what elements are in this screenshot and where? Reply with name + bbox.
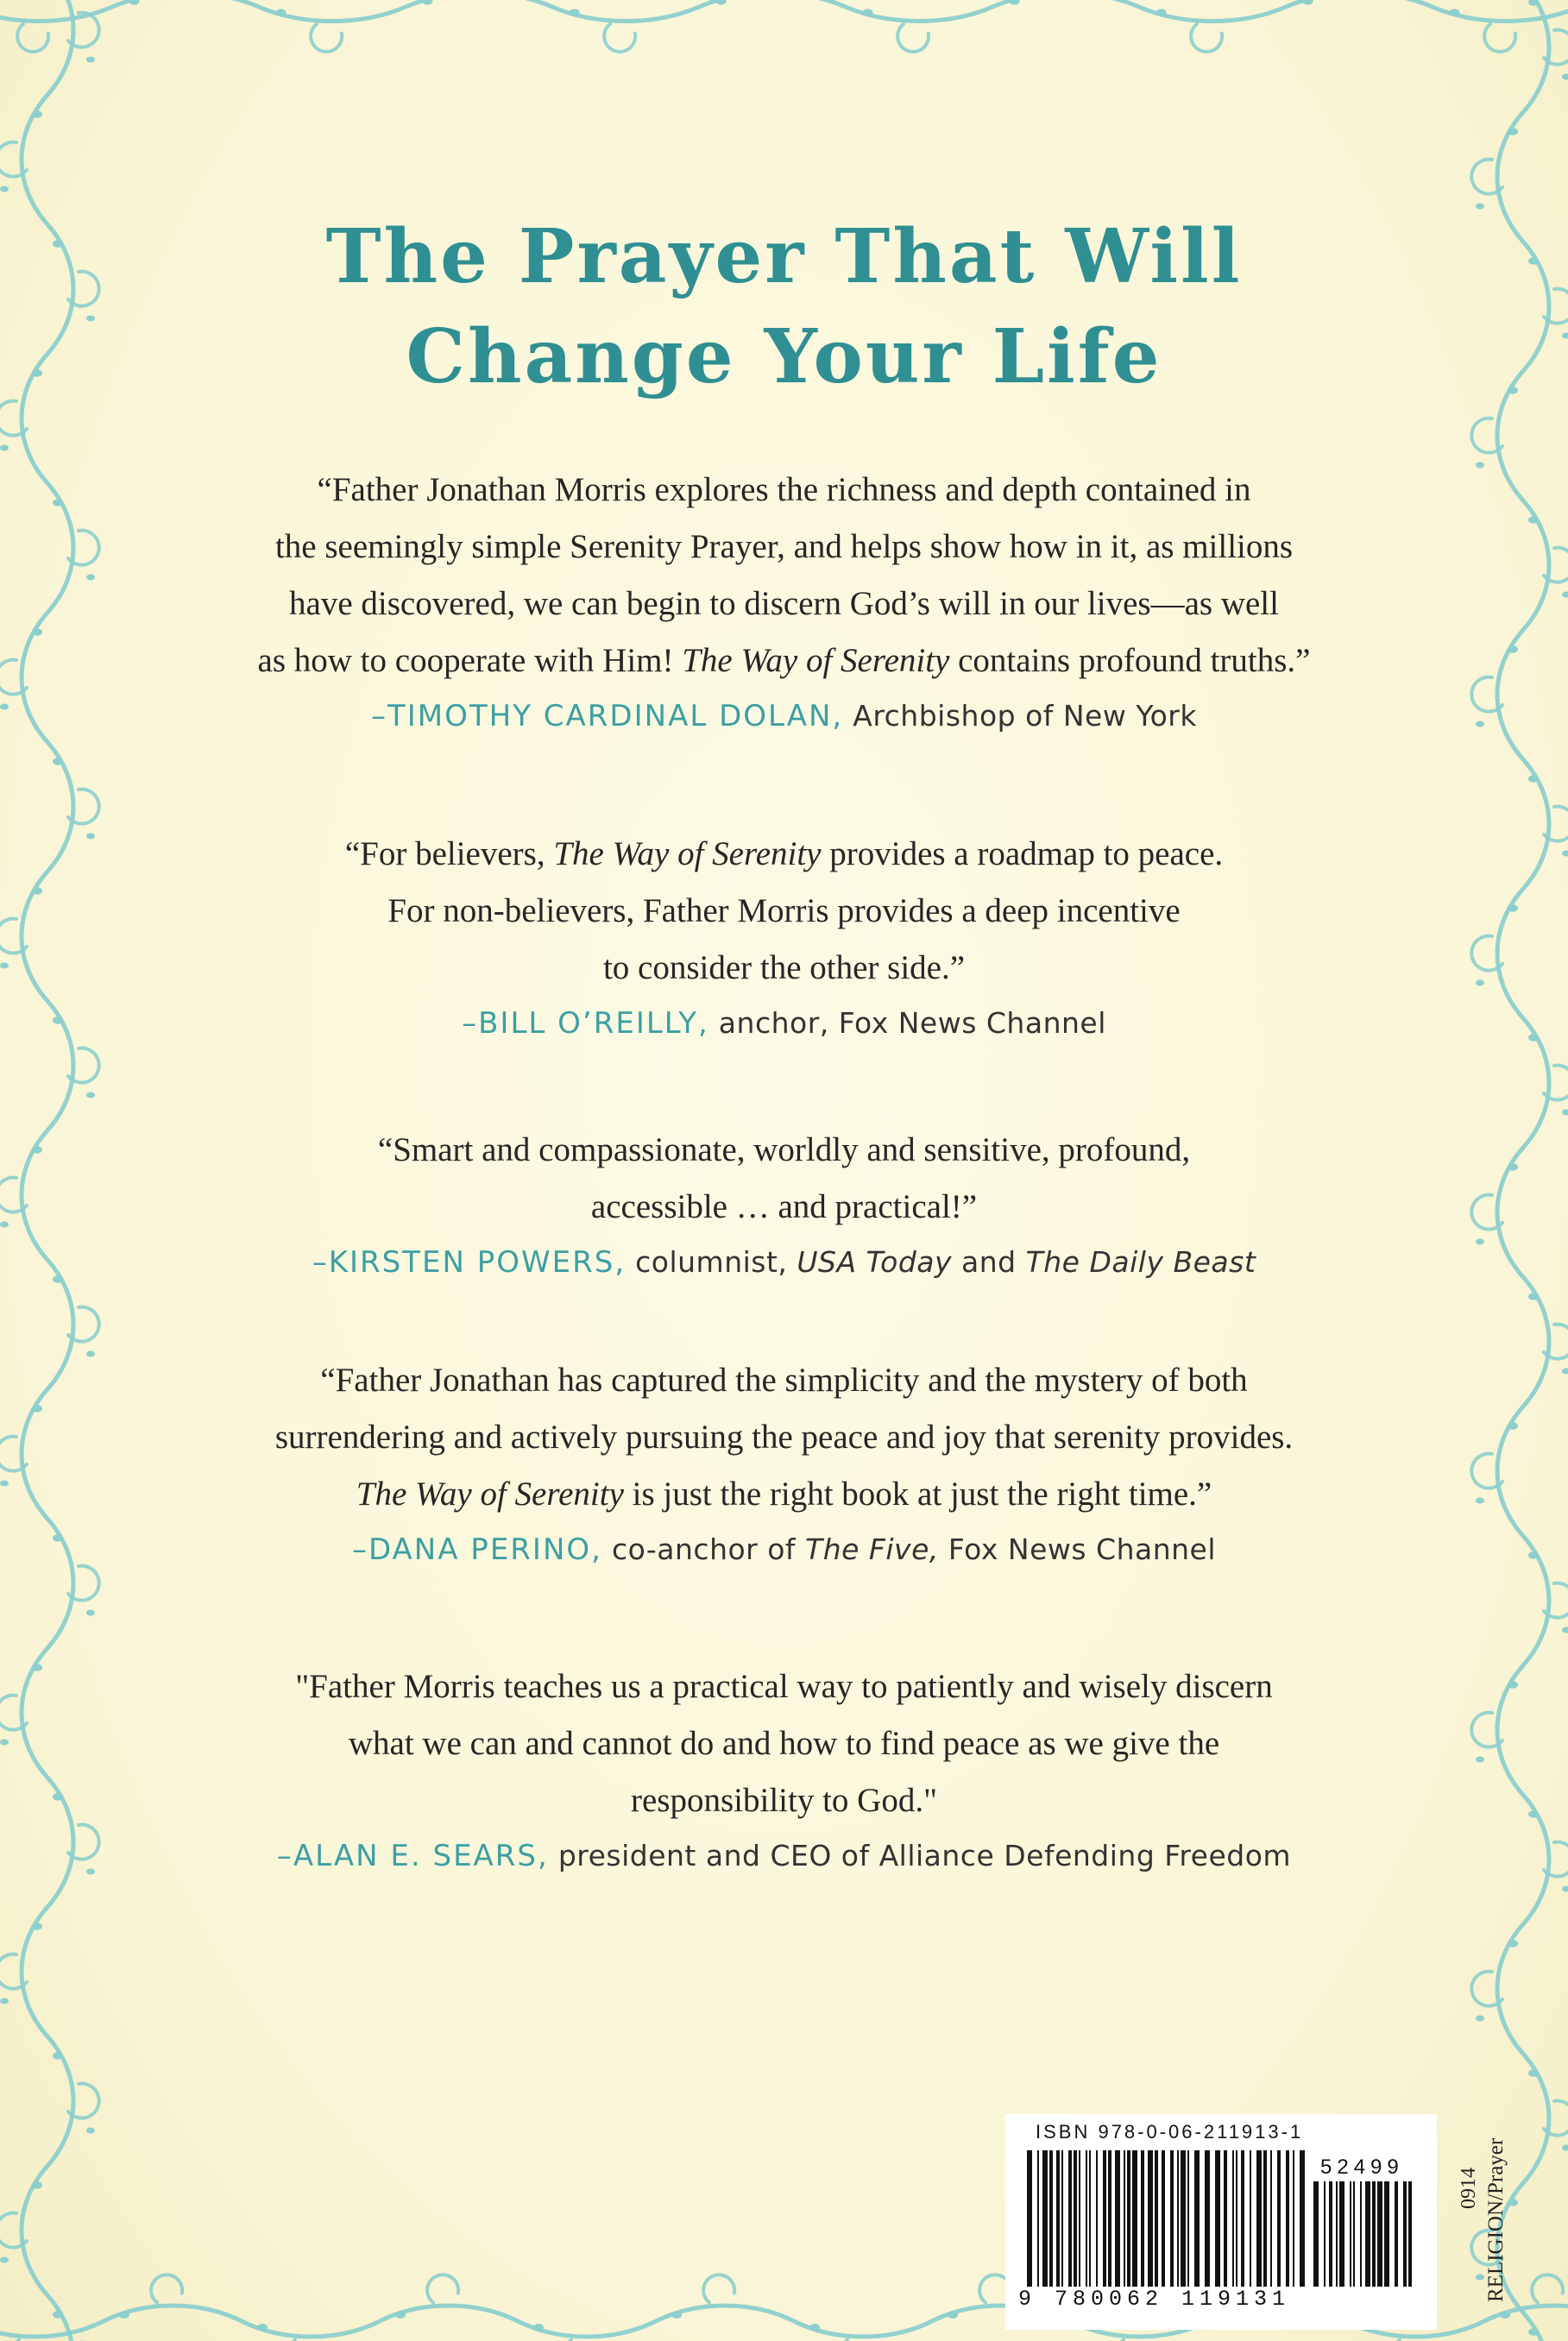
leaf-dot bbox=[1562, 1369, 1568, 1375]
text-run: co-anchor of bbox=[601, 1532, 806, 1566]
text-run: what we can and cannot do and how to find peace as we give the bbox=[348, 1725, 1220, 1762]
leaf-dot bbox=[86, 1610, 95, 1616]
leaf-dot bbox=[276, 9, 287, 16]
swirl-vine bbox=[1532, 2275, 1563, 2302]
quote-block-2 bbox=[173, 826, 1395, 1045]
leaf-dot bbox=[0, 1222, 9, 1228]
quote-attribution bbox=[173, 1528, 1395, 1571]
quote-block-5 bbox=[173, 1658, 1395, 1878]
barcode-bar bbox=[1068, 2150, 1072, 2287]
leaf-dot bbox=[0, 1998, 9, 2004]
leaf-dot bbox=[1156, 9, 1167, 16]
barcode-bar bbox=[1232, 2150, 1234, 2287]
leaf-dot bbox=[1476, 2275, 1484, 2281]
leaf-dot bbox=[0, 186, 9, 192]
leaf-dot bbox=[1528, 2328, 1539, 2335]
quote-line bbox=[173, 1466, 1395, 1523]
quote-block-4 bbox=[173, 1352, 1395, 1571]
price-code: 52499 bbox=[1320, 2155, 1404, 2179]
leaf-dot bbox=[1562, 851, 1568, 857]
leaf-dot bbox=[53, 1016, 63, 1023]
ean-barcode bbox=[1027, 2150, 1305, 2287]
attribution-name: –KIRSTEN POWERS, bbox=[312, 1245, 627, 1280]
barcode-bar bbox=[1224, 2150, 1227, 2287]
text-run: "Father Morris teaches us a practical way to patiently and wisely discern bbox=[295, 1668, 1273, 1705]
leaf-dot bbox=[32, 2181, 42, 2188]
italic-title: The Five, bbox=[805, 1532, 939, 1566]
barcode-bar bbox=[1103, 2150, 1106, 2287]
swirl-vine bbox=[17, 24, 48, 52]
attribution-name: –DANA PERINO, bbox=[351, 1532, 602, 1567]
italic-title: The Way of Serenity bbox=[682, 642, 950, 679]
text-run: responsibility to God." bbox=[631, 1782, 937, 1819]
swirl-vine bbox=[151, 2275, 182, 2302]
leaf-dot bbox=[1010, 0, 1020, 5]
leaf-dot bbox=[1508, 904, 1518, 911]
text-run: “Father Jonathan has captured the simplicity and the mystery of both bbox=[320, 1362, 1248, 1399]
barcode-bar bbox=[1408, 2181, 1412, 2287]
barcode-bar bbox=[1141, 2150, 1144, 2287]
leaf-dot bbox=[1450, 9, 1460, 16]
barcode-bar bbox=[1377, 2181, 1382, 2287]
barcode-bar bbox=[1313, 2181, 1319, 2287]
quote-line bbox=[173, 1352, 1395, 1409]
text-run: anchor, Fox News Channel bbox=[708, 1006, 1106, 1040]
leaf-dot bbox=[1476, 721, 1484, 727]
quote-line bbox=[173, 1658, 1395, 1715]
leaf-dot bbox=[395, 2312, 406, 2319]
side-code: 0914 bbox=[1458, 2168, 1480, 2209]
barcode-bar bbox=[1181, 2150, 1186, 2287]
barcode-bar bbox=[1162, 2150, 1165, 2287]
leaf-dot bbox=[423, 0, 433, 5]
leaf-dot bbox=[32, 1664, 42, 1671]
isbn-label: ISBN 978-0-06-211913-1 bbox=[1036, 2121, 1304, 2143]
text-run: have discovered, we can begin to discern God’s will in our lives—as well bbox=[289, 585, 1279, 622]
text-run: accessible … and practical!” bbox=[590, 1188, 978, 1225]
title-line-2: Change Your Life bbox=[406, 313, 1162, 400]
leaf-dot bbox=[1562, 592, 1568, 598]
barcode-bar bbox=[1300, 2150, 1305, 2287]
swirl-vine bbox=[703, 2275, 734, 2302]
leaf-dot bbox=[32, 628, 42, 635]
attribution-role bbox=[626, 1245, 1256, 1279]
italic-title: The Daily Beast bbox=[1025, 1245, 1256, 1279]
leaf-dot bbox=[1528, 775, 1539, 782]
barcode-bar bbox=[1096, 2150, 1098, 2287]
leaf-dot bbox=[32, 1923, 42, 1929]
leaf-dot bbox=[0, 704, 9, 710]
barcode-bar bbox=[1403, 2181, 1407, 2287]
text-run: provides a roadmap to peace. bbox=[821, 835, 1224, 872]
barcode-bar bbox=[1329, 2181, 1332, 2287]
leaf-dot bbox=[86, 57, 95, 63]
barcode-bar bbox=[1089, 2150, 1091, 2287]
barcode-bar bbox=[1108, 2150, 1111, 2287]
leaf-dot bbox=[1528, 1034, 1539, 1041]
swirl-vine bbox=[604, 24, 635, 52]
quote-line bbox=[173, 826, 1395, 883]
category-label: RELIGION/Prayer bbox=[1484, 2137, 1508, 2302]
title-line-1: The Prayer That Will bbox=[325, 213, 1243, 300]
leaf-dot bbox=[53, 1534, 63, 1541]
leaf-dot bbox=[1528, 1293, 1539, 1300]
leaf-dot bbox=[86, 834, 95, 840]
leaf-dot bbox=[86, 1869, 95, 1875]
barcode-bar bbox=[1061, 2150, 1063, 2287]
barcode-bar bbox=[1155, 2150, 1158, 2287]
text-run: “Smart and compassionate, worldly and sensitive, profound, bbox=[377, 1131, 1191, 1168]
leaf-dot bbox=[1476, 463, 1484, 469]
leaf-dot bbox=[1508, 2199, 1518, 2206]
barcode-bar bbox=[1236, 2150, 1237, 2287]
barcode-bar bbox=[1336, 2181, 1338, 2287]
text-run: surrendering and actively pursuing the peace and joy that serenity provides. bbox=[274, 1419, 1294, 1456]
barcode-bar bbox=[1339, 2181, 1344, 2287]
text-run: For non-believers, Father Morris provides a deep incentive bbox=[387, 892, 1181, 929]
barcode-bar bbox=[1353, 2181, 1355, 2287]
leaf-dot bbox=[1562, 1110, 1568, 1116]
leaf-dot bbox=[1508, 128, 1518, 135]
attribution-name: –ALAN E. SEARS, bbox=[276, 1839, 549, 1873]
text-run: to consider the other side.” bbox=[602, 949, 966, 986]
leaf-dot bbox=[53, 758, 63, 765]
leaf-dot bbox=[32, 110, 42, 117]
leaf-dot bbox=[119, 2312, 129, 2319]
leaf-dot bbox=[1508, 1940, 1518, 1947]
leaf-dot bbox=[0, 963, 9, 969]
leaf-dot bbox=[86, 2128, 95, 2134]
attribution-role bbox=[843, 699, 1197, 733]
ean-digits: 9 780062 119131 bbox=[1018, 2287, 1291, 2312]
quote-line bbox=[173, 940, 1395, 997]
barcode-bar bbox=[1365, 2181, 1370, 2287]
swirl-vine bbox=[0, 0, 1568, 22]
barcode-bar bbox=[1074, 2150, 1077, 2287]
italic-title: USA Today bbox=[797, 1245, 953, 1279]
leaf-dot bbox=[32, 1146, 42, 1153]
quote-line bbox=[173, 1409, 1395, 1466]
barcode-bar bbox=[1395, 2181, 1398, 2287]
leaf-dot bbox=[1528, 2069, 1539, 2076]
attribution-name: –TIMOTHY CARDINAL DOLAN, bbox=[371, 699, 844, 733]
barcode-bar bbox=[1187, 2150, 1189, 2287]
swirl-vine bbox=[427, 2275, 458, 2302]
leaf-dot bbox=[1508, 1422, 1518, 1429]
text-run: Archbishop of New York bbox=[843, 699, 1197, 733]
leaf-dot bbox=[53, 2052, 63, 2059]
leaf-dot bbox=[53, 2311, 63, 2318]
barcode-bar bbox=[1037, 2150, 1039, 2287]
text-run: “For believers, bbox=[344, 835, 554, 872]
leaf-dot bbox=[1528, 1551, 1539, 1558]
quote-line bbox=[173, 462, 1395, 519]
quote-block-3 bbox=[173, 1122, 1395, 1284]
swirl-vine bbox=[1191, 24, 1222, 52]
leaf-dot bbox=[53, 1275, 63, 1282]
quote-line bbox=[173, 576, 1395, 632]
leaf-dot bbox=[53, 1793, 63, 1800]
leaf-dot bbox=[1508, 1163, 1518, 1170]
quote-line bbox=[173, 519, 1395, 576]
cover-title bbox=[0, 207, 1568, 407]
leaf-dot bbox=[1562, 2145, 1568, 2151]
barcode-bar bbox=[1263, 2150, 1267, 2287]
swirl-vine bbox=[311, 24, 342, 52]
swirl-vine bbox=[1484, 24, 1515, 52]
leaf-dot bbox=[1508, 645, 1518, 652]
quote-line bbox=[173, 883, 1395, 940]
leaf-dot bbox=[86, 1092, 95, 1098]
barcode-bar bbox=[1194, 2150, 1200, 2287]
leaf-dot bbox=[86, 1351, 95, 1357]
attribution-role bbox=[602, 1532, 1216, 1566]
barcode-bar bbox=[1277, 2150, 1281, 2287]
swirl-vine bbox=[897, 24, 929, 52]
barcode-bar bbox=[1127, 2150, 1130, 2287]
barcode-bar bbox=[1372, 2181, 1376, 2287]
text-run: columnist, bbox=[626, 1245, 797, 1279]
barcode-bar bbox=[1350, 2181, 1351, 2287]
attribution-name: –BILL O’REILLY, bbox=[462, 1006, 709, 1041]
quote-block-1 bbox=[173, 462, 1395, 738]
barcode-bar bbox=[1132, 2150, 1137, 2287]
leaf-dot bbox=[1476, 1239, 1484, 1245]
barcode-bar bbox=[1360, 2181, 1362, 2287]
leaf-dot bbox=[0, 1481, 9, 1487]
barcode-bar bbox=[1256, 2150, 1262, 2287]
leaf-dot bbox=[863, 9, 873, 16]
quote-attribution bbox=[173, 1002, 1395, 1045]
leaf-dot bbox=[1562, 74, 1568, 80]
barcode-bar bbox=[1027, 2150, 1032, 2287]
leaf-dot bbox=[257, 2324, 268, 2331]
leaf-dot bbox=[32, 887, 42, 894]
leaf-dot bbox=[1303, 0, 1313, 5]
barcode-bar bbox=[1086, 2150, 1087, 2287]
text-run: as how to cooperate with Him! bbox=[257, 642, 683, 679]
leaf-dot bbox=[1476, 1498, 1484, 1504]
text-run: contains profound truths.” bbox=[949, 642, 1311, 679]
italic-title: The Way of Serenity bbox=[553, 835, 822, 872]
barcode-bar bbox=[1042, 2150, 1048, 2287]
leaf-dot bbox=[1562, 1627, 1568, 1633]
text-run: Fox News Channel bbox=[938, 1532, 1217, 1566]
barcode-bar bbox=[1241, 2150, 1244, 2287]
leaf-dot bbox=[1500, 2312, 1510, 2319]
leaf-dot bbox=[671, 2312, 682, 2319]
italic-title: The Way of Serenity bbox=[356, 1476, 624, 1513]
barcode-bar bbox=[1215, 2150, 1220, 2287]
barcode-bar bbox=[1115, 2150, 1120, 2287]
quote-attribution bbox=[173, 1834, 1395, 1878]
quote-line bbox=[173, 1122, 1395, 1179]
barcode-bar bbox=[1205, 2150, 1210, 2287]
barcode-bar bbox=[1250, 2150, 1251, 2287]
attribution-role bbox=[709, 1006, 1106, 1040]
leaf-dot bbox=[1562, 1886, 1568, 1892]
text-run: is just the right book at just the right time.” bbox=[623, 1476, 1212, 1513]
quote-line bbox=[173, 1179, 1395, 1236]
barcode-bar bbox=[1177, 2150, 1179, 2287]
barcode-bar bbox=[1293, 2150, 1294, 2287]
barcode-bar bbox=[1049, 2150, 1053, 2287]
barcode-bar bbox=[1324, 2181, 1326, 2287]
text-run: president and CEO of Alliance Defending Freedom bbox=[548, 1839, 1292, 1872]
quote-line bbox=[173, 1772, 1395, 1829]
barcode-bar bbox=[1270, 2150, 1272, 2287]
leaf-dot bbox=[53, 499, 63, 506]
leaf-dot bbox=[1476, 2016, 1484, 2022]
barcode-bar bbox=[1170, 2150, 1174, 2287]
leaf-dot bbox=[809, 2324, 820, 2331]
leaf-dot bbox=[0, 2257, 9, 2263]
text-run: and bbox=[952, 1245, 1026, 1279]
leaf-dot bbox=[533, 2324, 544, 2331]
leaf-dot bbox=[1508, 1681, 1518, 1688]
leaf-dot bbox=[1476, 980, 1484, 986]
barcode-bar bbox=[1079, 2150, 1080, 2287]
leaf-dot bbox=[86, 575, 95, 581]
text-run: “Father Jonathan Morris explores the richness and depth contained in bbox=[317, 471, 1251, 508]
quote-attribution bbox=[173, 1241, 1395, 1284]
leaf-dot bbox=[129, 0, 140, 5]
leaf-dot bbox=[1476, 1757, 1484, 1763]
leaf-dot bbox=[0, 445, 9, 451]
leaf-dot bbox=[1528, 516, 1539, 523]
leaf-dot bbox=[948, 2312, 958, 2319]
quote-line bbox=[173, 632, 1395, 689]
quote-line bbox=[173, 1715, 1395, 1772]
barcode-bar bbox=[1148, 2150, 1153, 2287]
leaf-dot bbox=[32, 1405, 42, 1412]
attribution-role bbox=[549, 1839, 1291, 1872]
barcode-bar bbox=[1056, 2150, 1060, 2287]
text-run: the seemingly simple Serenity Prayer, and helps show how in it, as millions bbox=[274, 528, 1294, 565]
price-barcode bbox=[1313, 2181, 1417, 2287]
leaf-dot bbox=[716, 0, 727, 5]
leaf-dot bbox=[570, 9, 580, 16]
quote-attribution bbox=[173, 695, 1395, 738]
barcode-bar bbox=[1384, 2181, 1389, 2287]
barcode-bar bbox=[1286, 2150, 1289, 2287]
leaf-dot bbox=[0, 1740, 9, 1746]
barcode-bar bbox=[1124, 2150, 1125, 2287]
leaf-dot bbox=[1528, 1810, 1539, 1817]
